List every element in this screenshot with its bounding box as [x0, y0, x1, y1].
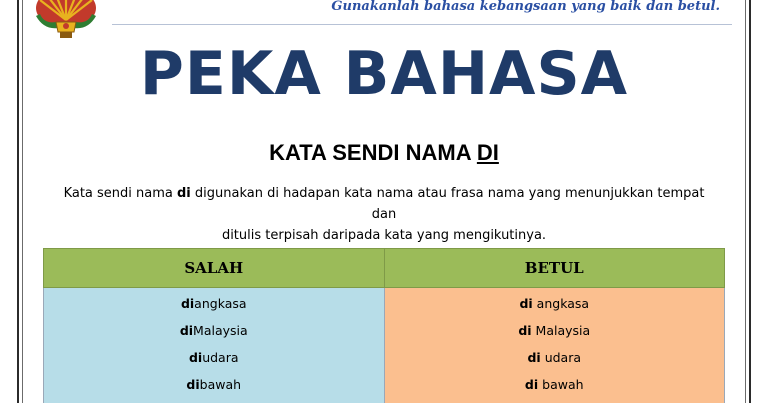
- page-title: PEKA BAHASA: [139, 39, 629, 109]
- word-prefix: di: [186, 377, 200, 392]
- table-row: [44, 288, 725, 403]
- comparison-table: [43, 248, 725, 403]
- list-item: [44, 294, 384, 321]
- list-item: [44, 321, 384, 348]
- header-divider: [112, 24, 732, 25]
- word-rest: angkasa: [194, 296, 247, 311]
- word-rest: udara: [202, 350, 239, 365]
- betul-column: [384, 288, 725, 403]
- subtitle-highlight: DI: [476, 140, 499, 165]
- word-rest: Malaysia: [193, 323, 248, 338]
- rule-description: [50, 183, 718, 246]
- salah-list: [44, 294, 384, 402]
- word-prefix: di: [180, 296, 195, 311]
- subtitle-prefix: KATA SENDI NAMA: [269, 140, 477, 165]
- section-subtitle: [0, 140, 768, 166]
- description-part-2: digunakan di hadapan kata nama atau frasa nama yang menunjukkan tempat dan: [190, 186, 705, 222]
- description-line-2: ditulis terpisah daripada kata yang mengikutinya.: [221, 228, 547, 243]
- word-rest: Malaysia: [535, 323, 591, 338]
- word-prefix: di: [527, 350, 541, 365]
- word-rest: udara: [544, 350, 582, 365]
- list-item: [44, 348, 384, 375]
- word-rest: angkasa: [536, 296, 590, 311]
- word-prefix: di: [519, 296, 533, 311]
- word-rest: bawah: [542, 377, 584, 392]
- table-header-row: [44, 249, 725, 288]
- word-prefix: di: [524, 377, 539, 392]
- betul-list: [385, 294, 725, 402]
- description-line-1: [50, 183, 718, 225]
- slogan-text: Gunakanlah bahasa kebangsaan yang baik dan betul.: [331, 0, 720, 14]
- description-part-1: Kata sendi nama: [63, 186, 177, 201]
- list-item: [44, 375, 384, 402]
- list-item: [385, 321, 725, 348]
- word-prefix: di: [518, 323, 532, 338]
- word-rest: bawah: [199, 377, 242, 392]
- list-item: [385, 348, 725, 375]
- word-prefix: di: [188, 350, 203, 365]
- description-keyword: di: [177, 186, 191, 201]
- malaysian-crest-logo-icon: [30, 0, 102, 42]
- list-item: [385, 375, 725, 402]
- list-item: [385, 294, 725, 321]
- header-salah: SALAH: [44, 249, 385, 288]
- word-prefix: di: [179, 323, 194, 338]
- salah-column: [44, 288, 385, 403]
- header-betul: BETUL: [384, 249, 725, 288]
